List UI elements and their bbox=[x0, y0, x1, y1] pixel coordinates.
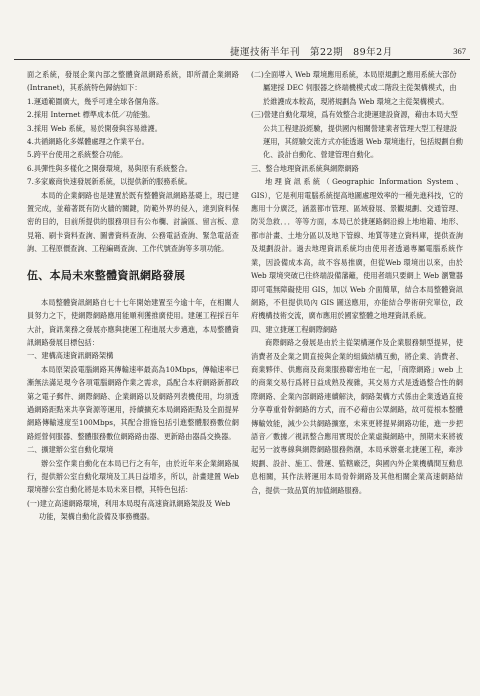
section-heading: 伍、本局未來整體資訊網路發展 bbox=[27, 268, 186, 282]
sub-item: (二)全面導入 Web 環境應用系統，本局原規劃之應用系統大部份屬建採 DEC 伺服器之終端機模式或二階段主從架構模式，由於維護成本較高，現將規劃為 Web 環境之主從架構模式。 bbox=[251, 70, 457, 106]
left-column bbox=[27, 68, 239, 524]
header-rule bbox=[14, 59, 470, 60]
item-body: 商際網路之發展是由於主從架構運作及企業服務類型提昇，使消費者及企業之間直接與企業的組織結構互動，將企業、消費者、商業夥伴、供應商及商業服務聯密地在一起，「商際網路」web 上的商業交易行爲將日益成熟及複雜，其交易方式是透過整合性的網際網路、企業內部網路連續解決，網路架構方式係由企業透過直接分享尊重骨幹網路的方式，而不必藉由公眾網路，故可從根本整體傳輸效能，減少公共網路擴塞，未來更將提昇網路功能，進一步把語音／數據／視訊整合應用實現於企業虛擬網路中，預期未來將被起另一波專線與網際網路服務熱潮，本局承辦臺北捷運工程，牽涉規劃、設計、施工、營運、監轄廠泛，與國內外企業機構間互動息息相關，其作法將運用本局骨幹網路及其他相關企業高速網路結合，提供一致品質的加值網路服務。 bbox=[251, 338, 463, 495]
sub-item: (三)營建自動化環境，爲有效整合北捷運建設資源，藉由本局大型公共工程建設經驗，提供國內相關營建業者管理大型工程建設運用，其經驗交流方式亦能透過 Web 環境進行，包括規劃自動化、設計自動化、營建管理自動化。 bbox=[251, 110, 463, 160]
item-body: 本局原架設電腦網路其傳輸速率最高為10Mbps，傳輸速率已漸無法滿足現今各項電腦網路作業之需求，爲配合本府網路新都政第之電子郵件、網際網路、企業網路以及網路列表機使用，均須透過網路距點來共享資源等運用，持續擴充本局網路距點及全面提昇網路傳輸速度至100Mbps，其配合措施包括引進整體服務數位網路經營伺服器、整體服務數位網路路由器、更新路由器爲交換器。 bbox=[27, 364, 239, 441]
feature-item: 6.具彈性與多樣化之開發環境，易與原有系統整合。 bbox=[27, 163, 192, 173]
feature-item: 2.採用 Internet 標準成本低／功能強。 bbox=[27, 110, 155, 120]
feature-item: 3.採用 Web 系統，易於開發與容易維護。 bbox=[27, 123, 162, 133]
feature-item: 1.運通範圍廣大，幾乎可達全球各個角落。 bbox=[27, 96, 164, 106]
item-heading: 二、擴建辦公室自動化環境 bbox=[27, 445, 114, 455]
item-body: 辦公室作業自動化在本局已行之有年，由於近年來企業網路風行，提供辦公室自動化環境及工具日益增多，所以，計畫建置 Web 環境辦公室自動化將是本局未來目標，其特色包括： bbox=[27, 458, 240, 495]
item-body: 地理資訊系統（Geographic Information System、GIS），它是利用電腦系統提高地圖處理效率的一種先進科技，它的應用十分廣泛，涵蓋都市管理、區域發展、景觀規劃、交通管理、防災急救．．．等等方面，本局已於捷運路網沿線上地地籍、地形、都市計畫、土地分區以及地下管線、地質等建立資料庫，提供查詢及規劃設計。過去地理資訊系統均由使用者透過專屬電腦系統作業，因設備成本高，故不容易推廣，但從Web 環境出以來，由於 Web 環境突破已往終端設備藩籬，使用者端只要網上 Web 瀏覽器即可電無障礙使用 GIS，加以 Web 介面簡單，結合本局整體資訊網路，不但提供局內 GIS 圖送應用，亦能結合學術研究單位，政府機構技術交流，廣布應用於國家整體之地理資訊系統。 bbox=[251, 177, 463, 321]
journal-title: 捷運技術半年刊 第22期 89年2月 bbox=[230, 47, 393, 58]
page-header bbox=[14, 44, 470, 60]
feature-list bbox=[27, 95, 239, 189]
feature-item: 5.跨平台使用之系統整合功能。 bbox=[27, 150, 128, 160]
item-heading: 三、整合地理資訊系統與網際網路 bbox=[251, 163, 359, 173]
item-heading: 一、建構高速資訊網路架構 bbox=[27, 351, 114, 361]
intro-paragraph: 面之系統，發展企業內部之整體資訊網路系統，即所謂企業網路(Intranet)，其系統特色歸納如下： bbox=[27, 70, 239, 93]
development-goals-paragraph: 本局整體資訊網路自七十七年開始建置至今逾十年，在相關人員努力之下，使網際網路應用能順利獲推廣使用。建運工程採百年大計，資訊業務之發展亦應與捷運工程進展大步邁進，本局整體資訊網路發展目標包括： bbox=[27, 297, 239, 347]
right-column bbox=[251, 68, 463, 497]
sub-item: (一)建立高速網路環境，利用本局現有高速資訊網路架設及 Web 功能，架構自動化設備及事務機器。 bbox=[27, 498, 231, 522]
enterprise-network-paragraph: 本局的企業網路也是建置於既有整體資訊網路基礎上，現已建置完成，並藉著既有防火牆的關鍵，防範外界的侵入，達到資料保密的目的，目前所提供的服務項目有公布欄、討論區、留言板、意見箱、刷卡資料查詢、圖書資料查詢、公務電話查詢、緊急電話查詢、工程原價查詢、工程編碼查詢、工作代號查詢等多項功能。 bbox=[27, 190, 239, 254]
item-heading: 四、建立捷運工程網際網路 bbox=[251, 324, 338, 334]
page-number: 367 bbox=[453, 46, 466, 56]
feature-item: 7.多家廠商快速發展新系統，以提供新的服務系統。 bbox=[27, 177, 192, 187]
feature-item: 4.共循網路化多媒體處理之作業平台。 bbox=[27, 137, 149, 147]
